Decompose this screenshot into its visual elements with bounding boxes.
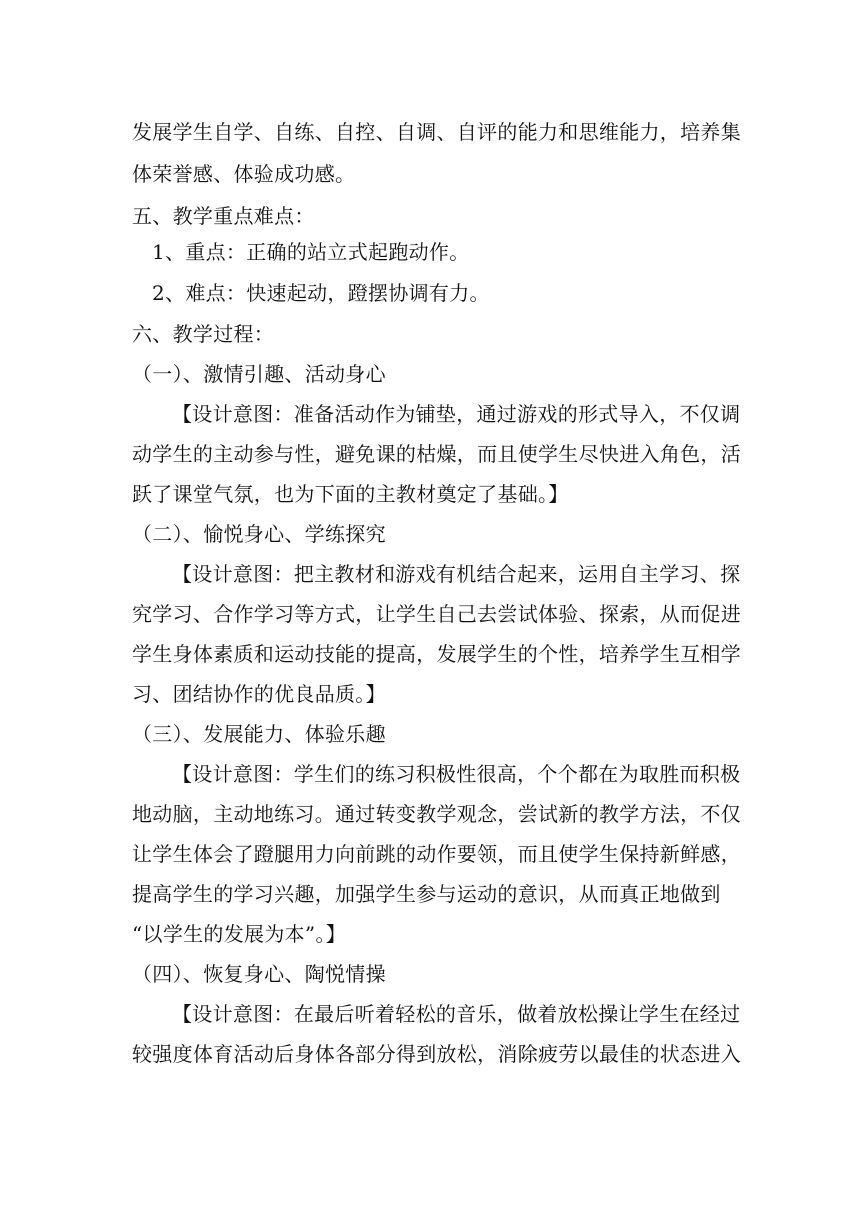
- body-text-line: 【设计意图：在最后听着轻松的音乐，做着放松操让学生在经过: [172, 1002, 741, 1026]
- section-heading: 六、教学过程：: [132, 322, 275, 346]
- subsection-heading: （三）、发展能力、体验乐趣: [132, 722, 386, 746]
- body-text-line: 【设计意图：把主教材和游戏有机结合起来，运用自主学习、探: [172, 562, 741, 586]
- body-text-line: 地动脑，主动地练习。通过转变教学观念，尝试新的教学方法，不仅: [132, 802, 741, 826]
- body-text-line: 【设计意图：准备活动作为铺垫，通过游戏的形式导入，不仅调: [172, 402, 741, 426]
- section-heading: 五、教学重点难点：: [132, 204, 315, 228]
- body-text-line: “以学生的发展为本”。】: [132, 922, 347, 946]
- subsection-heading: （二）、愉悦身心、学练探究: [132, 522, 386, 546]
- subsection-heading: （四）、恢复身心、陶悦情操: [132, 962, 386, 986]
- body-text-line: 提高学生的学习兴趣，加强学生参与运动的意识，从而真正地做到: [132, 882, 721, 906]
- list-item: 1、重点：正确的站立式起跑动作。: [152, 240, 470, 264]
- list-item: 2、难点：快速起动，蹬摆协调有力。: [152, 281, 490, 305]
- body-text-line: 较强度体育活动后身体各部分得到放松，消除疲劳以最佳的状态进入: [132, 1042, 741, 1066]
- body-text-line: 习、团结协作的优良品质。】: [132, 682, 386, 706]
- body-text-line: 让学生体会了蹬腿用力向前跳的动作要领，而且使学生保持新鲜感，: [132, 842, 741, 866]
- subsection-heading: （一）、激情引趣、活动身心: [132, 362, 386, 386]
- body-text-line: 发展学生自学、自练、自控、自调、自评的能力和思维能力，培养集: [132, 120, 741, 144]
- body-text-line: 学生身体素质和运动技能的提高，发展学生的个性，培养学生互相学: [132, 642, 741, 666]
- body-text-line: 体荣誉感、体验成功感。: [132, 162, 356, 186]
- body-text-line: 究学习、合作学习等方式，让学生自己去尝试体验、探索，从而促进: [132, 602, 741, 626]
- body-text-line: 跃了课堂气氛，也为下面的主教材奠定了基础。】: [132, 482, 569, 506]
- body-text-line: 动学生的主动参与性，避免课的枯燥，而且使学生尽快进入角色，活: [132, 442, 741, 466]
- body-text-line: 【设计意图：学生们的练习积极性很高，个个都在为取胜而积极: [172, 762, 741, 786]
